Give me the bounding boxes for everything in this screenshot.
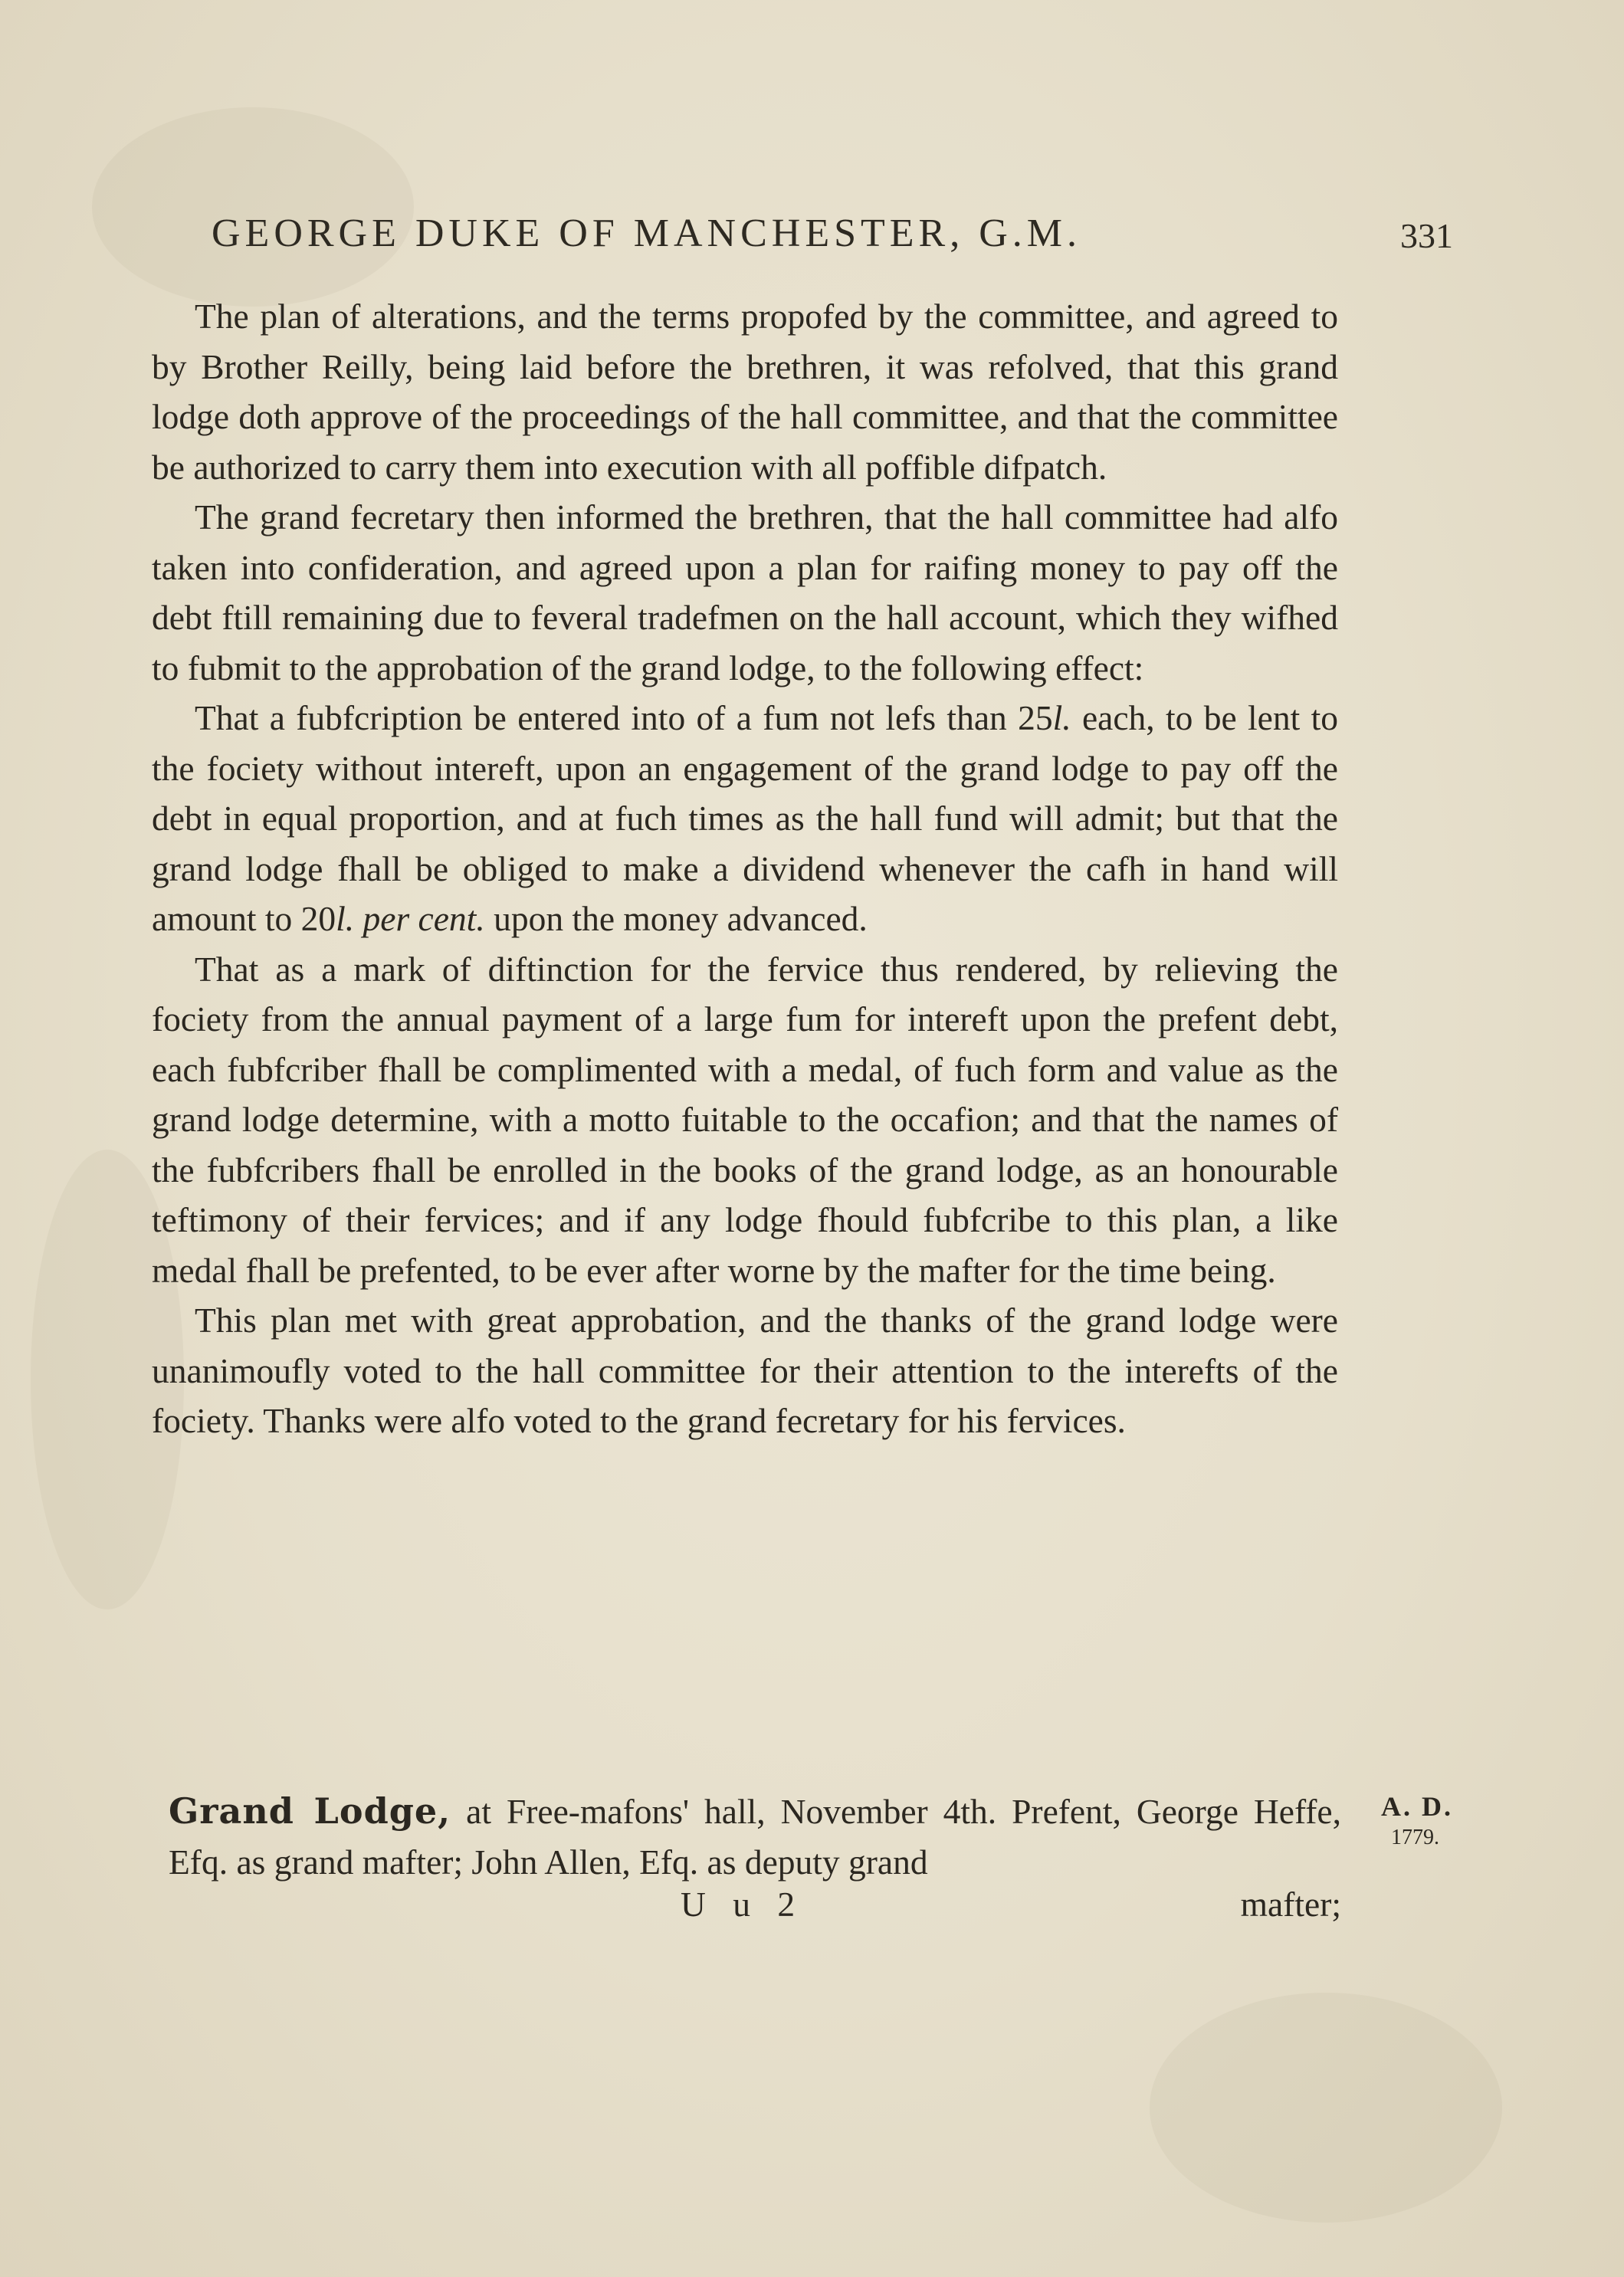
- body-text: [152, 291, 1338, 1446]
- paragraph: The grand fecretary then informed the brethren, that the hall committee had alfo taken into confideration, and agreed upon a plan for raifing money to pay off the debt ftill remaining due to feveral tradefmen on the hall account, which they wifhed to fubmit to the approbation of the grand lodge, to the following effect:: [152, 497, 1338, 687]
- running-head: GEORGE DUKE OF MANCHESTER, G.M.: [212, 212, 1082, 255]
- paragraph-text: That a fubfcription be entered into of a fum not lefs than 25: [195, 698, 1053, 737]
- paragraph: That as a mark of diftinction for the fervice thus rendered, by relieving the fociety from the annual payment of a large fum for intereft upon the prefent debt, each fubfcriber fhall be complimented with a medal, of fuch form and value as the grand lodge determine, with a motto fuitable to the occafion; and that the names of the fubfcribers fhall be enrolled in the books of the grand lodge, as an honourable teftimony of their fervices; and if any lodge fhould fubfcribe to this plan, a like medal fhall be prefented, to be ever after worne by the mafter for the time being.: [152, 949, 1338, 1290]
- grand-lodge-heading: Grand Lodge,: [169, 1790, 451, 1832]
- page-number: 331: [1400, 216, 1453, 255]
- signature-mark: U u 2: [681, 1885, 805, 1924]
- page-footer: [169, 1884, 1341, 1937]
- paragraph: This plan met with great approbation, and the thanks of the grand lodge were unanimoufly voted to the hall committee for their attention to the interefts of the fociety. Thanks were alfo voted to the grand fecretary for his fervices.: [152, 1301, 1338, 1440]
- catchword: mafter;: [1240, 1885, 1341, 1924]
- paper-stain: [1150, 1993, 1502, 2223]
- margin-note-year: 1779.: [1391, 1826, 1439, 1849]
- margin-note: [1361, 1790, 1453, 1850]
- paragraph: [152, 693, 1338, 944]
- paragraph-text: each, to be lent to the fociety without intereft, upon an engagement of the grand lodge to pay off the debt in equal proportion, and at fuch times as the hall fund will admit; but that the grand lodge fhall be obliged to make a dividend whenever the cafh in hand will amount to 20: [152, 698, 1338, 938]
- grand-lodge-entry: [169, 1786, 1341, 1888]
- grand-lodge-text: at Free-mafons' hall, November 4th. Prefent, George Heffe, Efq. as grand mafter; John Allen, Efq. as deputy grand: [169, 1792, 1341, 1882]
- margin-note-label: A. D.: [1381, 1791, 1453, 1822]
- paragraph: The plan of alterations, and the terms propofed by the committee, and agreed to by Brother Reilly, being laid before the brethren, it was refolved, that this grand lodge doth approve of the proceedings of the hall committee, and that the committee be authorized to carry them into execution with all poffible difpatch.: [152, 297, 1338, 487]
- italic-text: l.: [1052, 698, 1071, 737]
- page-header: [212, 211, 1453, 264]
- paragraph-text: upon the money advanced.: [484, 899, 868, 938]
- paper-stain: [92, 107, 414, 307]
- italic-text: l. per cent.: [336, 899, 485, 938]
